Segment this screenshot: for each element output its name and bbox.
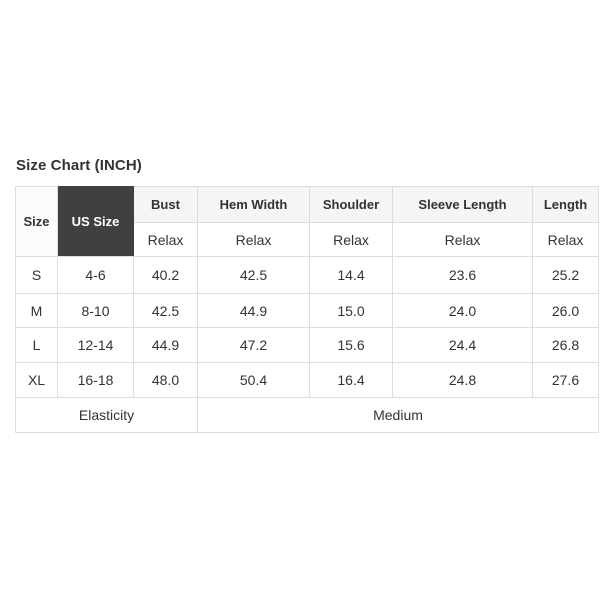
table-row-m (16, 294, 599, 328)
value-cell-sleeve-length: 24.8 (393, 363, 533, 398)
col-header-sleeve-length: Sleeve Length (393, 187, 533, 223)
value-cell-hem-width: 47.2 (198, 328, 310, 363)
col-header-length: Length (533, 187, 599, 223)
value-cell-hem-width: 50.4 (198, 363, 310, 398)
value-cell-shoulder: 15.6 (310, 328, 393, 363)
col-header-bust: Bust (134, 187, 198, 223)
fit-cell-sleeve-length: Relax (393, 223, 533, 257)
value-cell-length: 26.0 (533, 294, 599, 328)
value-cell-shoulder: 14.4 (310, 257, 393, 294)
size-chart-title: Size Chart (INCH) (16, 157, 142, 174)
elasticity-value-cell: Medium (198, 398, 599, 433)
size-cell: M (16, 294, 58, 328)
value-cell-length: 27.6 (533, 363, 599, 398)
header-measure-row (16, 187, 599, 223)
us-size-cell: 16-18 (58, 363, 134, 398)
fit-cell-shoulder: Relax (310, 223, 393, 257)
fit-cell-length: Relax (533, 223, 599, 257)
size-chart-table (15, 186, 599, 433)
us-size-cell: 4-6 (58, 257, 134, 294)
value-cell-sleeve-length: 24.0 (393, 294, 533, 328)
value-cell-bust: 42.5 (134, 294, 198, 328)
size-cell: L (16, 328, 58, 363)
table-row-l (16, 328, 599, 363)
value-cell-length: 26.8 (533, 328, 599, 363)
value-cell-bust: 48.0 (134, 363, 198, 398)
table-row-s (16, 257, 599, 294)
elasticity-label-cell: Elasticity (16, 398, 198, 433)
elasticity-row (16, 398, 599, 433)
value-cell-shoulder: 16.4 (310, 363, 393, 398)
value-cell-bust: 44.9 (134, 328, 198, 363)
value-cell-length: 25.2 (533, 257, 599, 294)
us-size-cell: 8-10 (58, 294, 134, 328)
col-header-hem-width: Hem Width (198, 187, 310, 223)
size-cell: S (16, 257, 58, 294)
table-row-xl (16, 363, 599, 398)
fit-cell-bust: Relax (134, 223, 198, 257)
value-cell-bust: 40.2 (134, 257, 198, 294)
value-cell-sleeve-length: 24.4 (393, 328, 533, 363)
col-header-us-size: US Size (58, 187, 134, 257)
col-header-size: Size (16, 187, 58, 257)
value-cell-sleeve-length: 23.6 (393, 257, 533, 294)
value-cell-hem-width: 44.9 (198, 294, 310, 328)
value-cell-hem-width: 42.5 (198, 257, 310, 294)
fit-cell-hem-width: Relax (198, 223, 310, 257)
value-cell-shoulder: 15.0 (310, 294, 393, 328)
size-cell: XL (16, 363, 58, 398)
col-header-shoulder: Shoulder (310, 187, 393, 223)
us-size-cell: 12-14 (58, 328, 134, 363)
